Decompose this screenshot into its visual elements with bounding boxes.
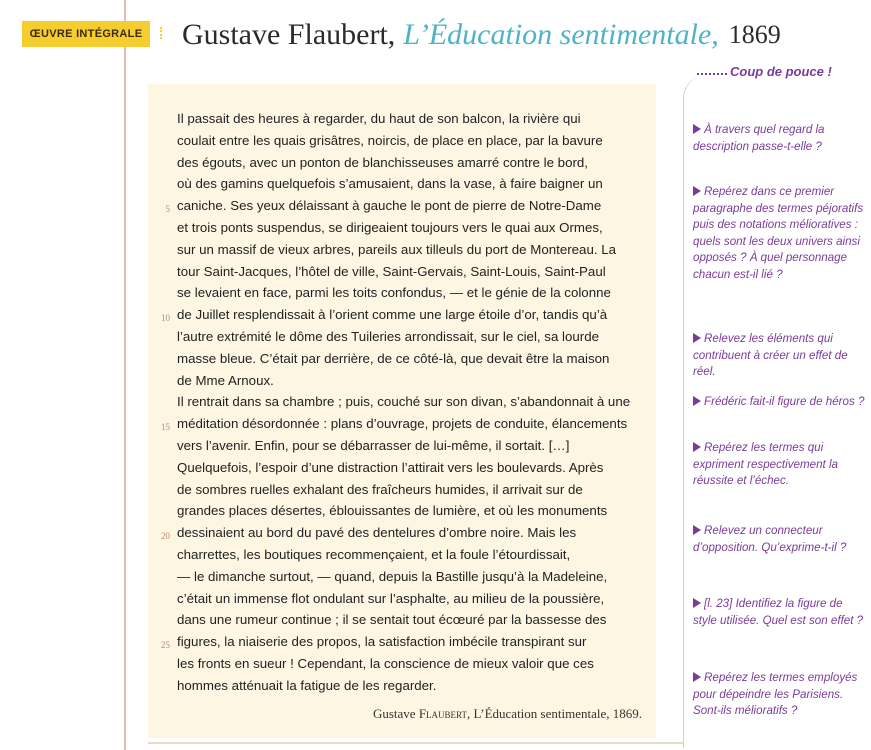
passage-line: hommes atténuait la fatigue de les regarder. <box>177 677 437 693</box>
passage-line: des égouts, avec un ponton de blanchisseuses amarré contre le bord, <box>177 154 588 170</box>
bottom-rule <box>148 742 683 744</box>
passage-line: coulait entre les quais grisâtres, noircis, de place en place, par la bavure <box>177 132 603 148</box>
passage-source: Gustave Flaubert, L’Éducation sentimentale, 1869. <box>372 706 642 721</box>
passage-line: de sombres ruelles exhalant des fraîcheurs humides, il arrivait sur de <box>177 481 583 497</box>
page-margin-line <box>124 0 126 750</box>
triangle-arrow-icon <box>693 186 701 196</box>
passage-line: Quelquefois, l’espoir d’une distraction l’attirait vers les boulevards. Après <box>177 459 604 475</box>
line-number-5: 5 <box>165 204 170 214</box>
tip-item: Relevez un connecteur d’opposition. Qu’exprime-t-il ? <box>693 524 847 554</box>
passage-line: vers l’avenir. Enfin, pour se débarrasser de lui-même, il sortait. […] <box>177 437 570 453</box>
passage-line: charrettes, les boutiques recommençaient, et la foule l’étourdissait, <box>177 546 571 562</box>
passage-line: caniche. Ses yeux délaissant à gauche le pont de pierre de Notre-Dame <box>177 198 602 214</box>
triangle-arrow-icon <box>693 525 701 535</box>
page-title <box>182 12 781 58</box>
passage-line: se levaient en face, parmi les toits confondus, — et le génie de la colonne <box>177 285 611 301</box>
tip-item: Frédéric fait-il figure de héros ? <box>693 394 865 411</box>
passage-line: et trois ponts suspendus, se dirigeaient toujours vers le quai aux Ormes, <box>177 219 603 235</box>
passage-line: grandes places désertes, éblouissantes de lumière, et où les monuments <box>177 503 608 519</box>
coup-de-pouce-sidebar <box>683 76 870 748</box>
passage-line: de Mme Arnoux. <box>177 372 274 388</box>
badge-dotted-connector <box>150 27 162 39</box>
passage-line: Il passait des heures à regarder, du haut de son balcon, la rivière qui <box>177 111 581 126</box>
passage-line: — le dimanche surtout, — quand, depuis la Bastille jusqu’à la Madeleine, <box>177 568 608 584</box>
title-year: 1869 <box>728 20 781 49</box>
passage-line: tour Saint-Jacques, l’hôtel de ville, Saint-Gervais, Saint-Louis, Saint-Paul <box>177 263 606 279</box>
passage-line: sur un massif de vieux arbres, pareils aux tilleuls du port de Montereau. La <box>177 241 617 257</box>
triangle-arrow-icon <box>693 333 701 343</box>
triangle-arrow-icon <box>693 598 701 608</box>
tip-item: Repérez les termes qui expriment respectivement la réussite et l’échec. <box>693 441 838 487</box>
tip-item: Repérez dans ce premier paragraphe des termes péjoratifs puis des notations mélioratives : quels sont les deux univers ainsi opposés ? À quel personnage chacun est-il lié ? <box>693 185 864 281</box>
passage-line: méditation désordonnée : plans d’ouvrage, projets de conduite, élancements <box>177 416 628 432</box>
triangle-arrow-icon <box>693 672 701 682</box>
title-work: L’Éducation sentimentale, <box>403 18 719 51</box>
passage-line: c’était un immense flot ondulant sur l’asphalte, au milieu de la poussière, <box>177 590 605 606</box>
triangle-arrow-icon <box>693 442 701 452</box>
line-number-20: 20 <box>161 531 170 541</box>
sidebar-title: Coup de pouce ! <box>730 64 832 79</box>
tip-item: [l. 23] Identifiez la figure de style utilisée. Quel est son effet ? <box>693 597 864 627</box>
line-number-10: 10 <box>161 313 170 323</box>
passage-line: dans une rumeur continue ; il se sentait tout écœuré par la bassesse des <box>177 612 607 628</box>
tip-item: Repérez les termes employés pour dépeindre les Parisiens. Sont-ils mélioratifs ? <box>693 671 858 717</box>
sidebar-title-dotted-line <box>697 73 727 75</box>
passage-line: les fronts en sueur ! Cependant, la conscience de mieux valoir que ces <box>177 655 594 671</box>
passage-line: Il rentrait dans sa chambre ; puis, couché sur son divan, s’abandonnait à une <box>177 394 631 410</box>
line-number-15: 15 <box>161 422 170 432</box>
tip-item: À travers quel regard la description passe-t-elle ? <box>693 123 825 153</box>
triangle-arrow-icon <box>693 396 701 406</box>
line-number-25: 25 <box>161 640 170 650</box>
passage-line: l’autre extrémité le dôme des Tuileries arrondissait, sur le ciel, sa lourde <box>177 328 599 344</box>
title-author: Gustave Flaubert, <box>182 18 396 51</box>
tip-item: Relevez les éléments qui contribuent à créer un effet de réel. <box>693 332 848 378</box>
passage-line: où des gamins quelquefois s’amusaient, dans la vase, à faire baigner un <box>177 176 603 192</box>
passage-line: masse bleue. C’était par derrière, de ce côté-là, que devait être la maison <box>177 350 610 366</box>
passage-line: figures, la niaiserie des propos, la satisfaction imbécile transpirant sur <box>177 634 587 650</box>
oeuvre-integrale-badge: ŒUVRE INTÉGRALE <box>22 21 150 47</box>
passage-line: de Juillet resplendissait à l’orient comme une large étoile d’or, tandis qu’à <box>177 307 608 323</box>
triangle-arrow-icon <box>693 124 701 134</box>
literary-passage <box>177 108 652 697</box>
passage-line: dessinaient au bord du pavé des dentelures d’ombre noire. Mais les <box>177 525 577 541</box>
